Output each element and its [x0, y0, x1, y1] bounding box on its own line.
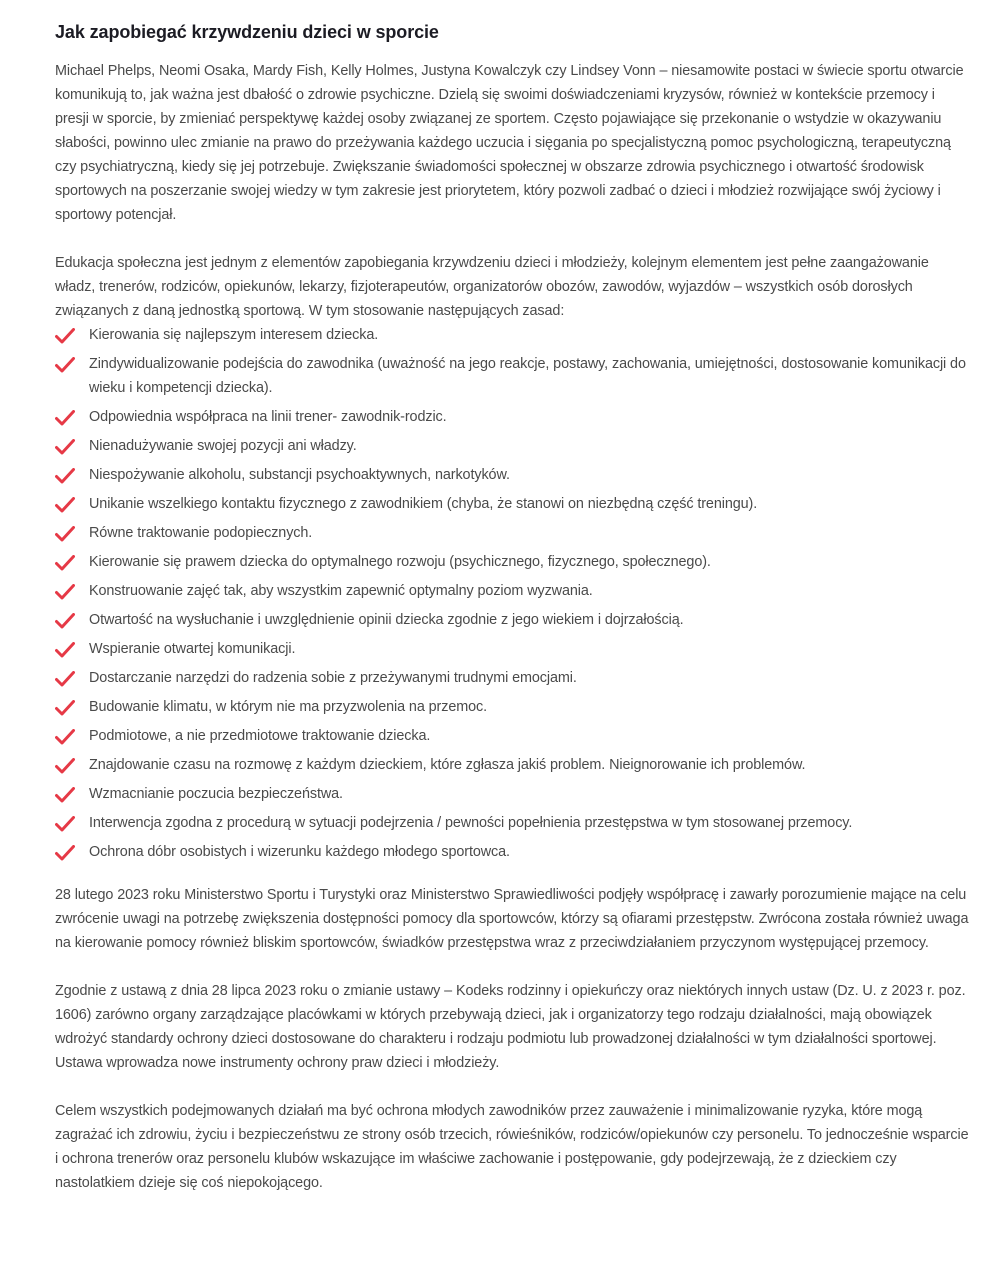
- principle-text: Ochrona dóbr osobistych i wizerunku każdego młodego sportowca.: [89, 844, 510, 860]
- goal-paragraph: Celem wszystkich podejmowanych działań ma być ochrona młodych zawodników przez zauważenie i minimalizowanie ryzyka, które mogą zagrażać ich zdrowiu, życiu i bezpieczeństwu ze strony osób trzecich, rówieśników, rodziców/opiekunów czy personelu. To jednocześnie wsparcie i ochrona trenerów oraz personelu klubów wskazujące im właściwe zachowanie i postępowanie, gdy podejrzewają, że z dzieckiem czy nastolatkiem dzieje się coś niepokojącego.: [55, 1103, 969, 1191]
- checkmark-icon: [55, 555, 75, 571]
- principle-text: Otwartość na wysłuchanie i uwzględnienie opinii dziecka zgodnie z jego wiekiem i dojrzałością.: [89, 612, 684, 628]
- checkmark-icon: [55, 845, 75, 861]
- principle-item: [55, 492, 970, 516]
- checkmark-icon: [55, 613, 75, 629]
- checkmark-icon: [55, 584, 75, 600]
- checkmark-icon: [55, 758, 75, 774]
- principle-item: [55, 352, 970, 400]
- principle-item: [55, 637, 970, 661]
- law-paragraph: Zgodnie z ustawą z dnia 28 lipca 2023 roku o zmianie ustawy – Kodeks rodzinny i opiekuńczy oraz niektórych innych ustaw (Dz. U. z 2023 r. poz. 1606) zarówno organy zarządzające placówkami w których przebywają dzieci, jak i organizatorzy tego rodzaju działalności, mają obowiązek wdrożyć standardy ochrony dzieci dostosowane do charakteru i rodzaju podmiotu lub prowadzonej działalności w tym działalności sportowej. Ustawa wprowadza nowe instrumenty ochrony praw dzieci i młodzieży.: [55, 983, 966, 1071]
- principle-text: Dostarczanie narzędzi do radzenia sobie z przeżywanymi trudnymi emocjami.: [89, 670, 577, 686]
- education-paragraph: Edukacja społeczna jest jednym z elementów zapobiegania krzywdzeniu dzieci i młodzieży, kolejnym elementem jest pełne zaangażowanie władz, trenerów, rodziców, opiekunów, lekarzy, fizjoterapeutów, organizatorów obozów, zawodów, wyjazdów – wszystkich osób dorosłych związanych z daną jednostką sportową. W tym stosowanie następujących zasad:: [55, 255, 929, 319]
- principle-item: [55, 724, 970, 748]
- checkmark-icon: [55, 497, 75, 513]
- principle-text: Odpowiednia współpraca na linii trener- zawodnik-rodzic.: [89, 409, 447, 425]
- checkmark-icon: [55, 816, 75, 832]
- principle-item: [55, 782, 970, 806]
- checkmark-icon: [55, 526, 75, 542]
- principle-text: Niespożywanie alkoholu, substancji psychoaktywnych, narkotyków.: [89, 467, 510, 483]
- principles-list: [55, 323, 970, 864]
- ministry-agreement-paragraph: 28 lutego 2023 roku Ministerstwo Sportu i Turystyki oraz Ministerstwo Sprawiedliwości podjęły współpracę i zawarły porozumienie mające na celu zwrócenie uwagi na potrzebę zwiększenia dostępności pomocy dla sportowców, którzy są ofiarami przestępstw. Zwrócona została również uwaga na kierowanie pomocy również bliskim sportowców, świadków przestępstwa wraz z przeciwdziałaniem przyczynom występującej przemocy.: [55, 887, 969, 951]
- principle-text: Nienadużywanie swojej pozycji ani władzy.: [89, 438, 357, 454]
- principle-item: [55, 579, 970, 603]
- principle-item: [55, 434, 970, 458]
- checkmark-icon: [55, 410, 75, 426]
- principle-text: Podmiotowe, a nie przedmiotowe traktowanie dziecka.: [89, 728, 431, 744]
- principle-item: [55, 608, 970, 632]
- principle-item: [55, 521, 970, 545]
- principle-text: Kierowanie się prawem dziecka do optymalnego rozwoju (psychicznego, fizycznego, społecznego).: [89, 554, 711, 570]
- principle-text: Równe traktowanie podopiecznych.: [89, 525, 313, 541]
- principle-item: [55, 811, 970, 835]
- principle-text: Interwencja zgodna z procedurą w sytuacji podejrzenia / pewności popełnienia przestępstwa w tym stosowanej przemocy.: [89, 815, 853, 831]
- principle-item: [55, 753, 970, 777]
- checkmark-icon: [55, 729, 75, 745]
- article-title: Jak zapobiegać krzywdzeniu dzieci w sporcie: [55, 22, 439, 42]
- checkmark-icon: [55, 787, 75, 803]
- principle-item: [55, 405, 970, 429]
- checkmark-icon: [55, 700, 75, 716]
- principle-text: Znajdowanie czasu na rozmowę z każdym dzieckiem, które zgłasza jakiś problem. Nieignorowanie ich problemów.: [89, 757, 806, 773]
- principle-text: Konstruowanie zajęć tak, aby wszystkim zapewnić optymalny poziom wyzwania.: [89, 583, 593, 599]
- principle-text: Unikanie wszelkiego kontaktu fizycznego z zawodnikiem (chyba, że stanowi on niezbędną część treningu).: [89, 496, 758, 512]
- checkmark-icon: [55, 671, 75, 687]
- principle-text: Kierowania się najlepszym interesem dziecka.: [89, 327, 379, 343]
- intro-paragraph: Michael Phelps, Neomi Osaka, Mardy Fish, Kelly Holmes, Justyna Kowalczyk czy Lindsey Vonn – niesamowite postaci w świecie sportu otwarcie komunikują to, jak ważna jest dbałość o zdrowie psychiczne. Dzielą się swoimi doświadczeniami kryzysów, również w kontekście przemocy i presji w sporcie, by zmieniać perspektywę każdej osoby związanej ze sportem. Często pojawiające się przekonanie o wstydzie w okazywaniu słabości, powinno ulec zmianie na prawo do przeżywania każdego uczucia i sięgania po specjalistyczną pomoc psychologiczną, terapeutyczną czy psychiatryczną, kiedy się jej potrzebuje. Zwiększanie świadomości społecznej w obszarze zdrowia psychicznego i otwartość środowisk sportowych na poszerzanie swojej wiedzy w tym zakresie jest priorytetem, który pozwoli zadbać o dzieci i młodzież rozwijające swój życiowy i sportowy potencjał.: [55, 63, 964, 223]
- principle-text: Zindywidualizowanie podejścia do zawodnika (uważność na jego reakcje, postawy, zachowania, umiejętności, dostosowanie komunikacji do wieku i kompetencji dziecka).: [89, 356, 966, 396]
- checkmark-icon: [55, 439, 75, 455]
- principle-item: [55, 695, 970, 719]
- principle-item: [55, 840, 970, 864]
- checkmark-icon: [55, 328, 75, 344]
- principle-item: [55, 550, 970, 574]
- checkmark-icon: [55, 642, 75, 658]
- checkmark-icon: [55, 357, 75, 373]
- principle-item: [55, 463, 970, 487]
- principle-item: [55, 323, 970, 347]
- principle-text: Budowanie klimatu, w którym nie ma przyzwolenia na przemoc.: [89, 699, 488, 715]
- principle-text: Wzmacnianie poczucia bezpieczeństwa.: [89, 786, 343, 802]
- principle-text: Wspieranie otwartej komunikacji.: [89, 641, 296, 657]
- checkmark-icon: [55, 468, 75, 484]
- principle-item: [55, 666, 970, 690]
